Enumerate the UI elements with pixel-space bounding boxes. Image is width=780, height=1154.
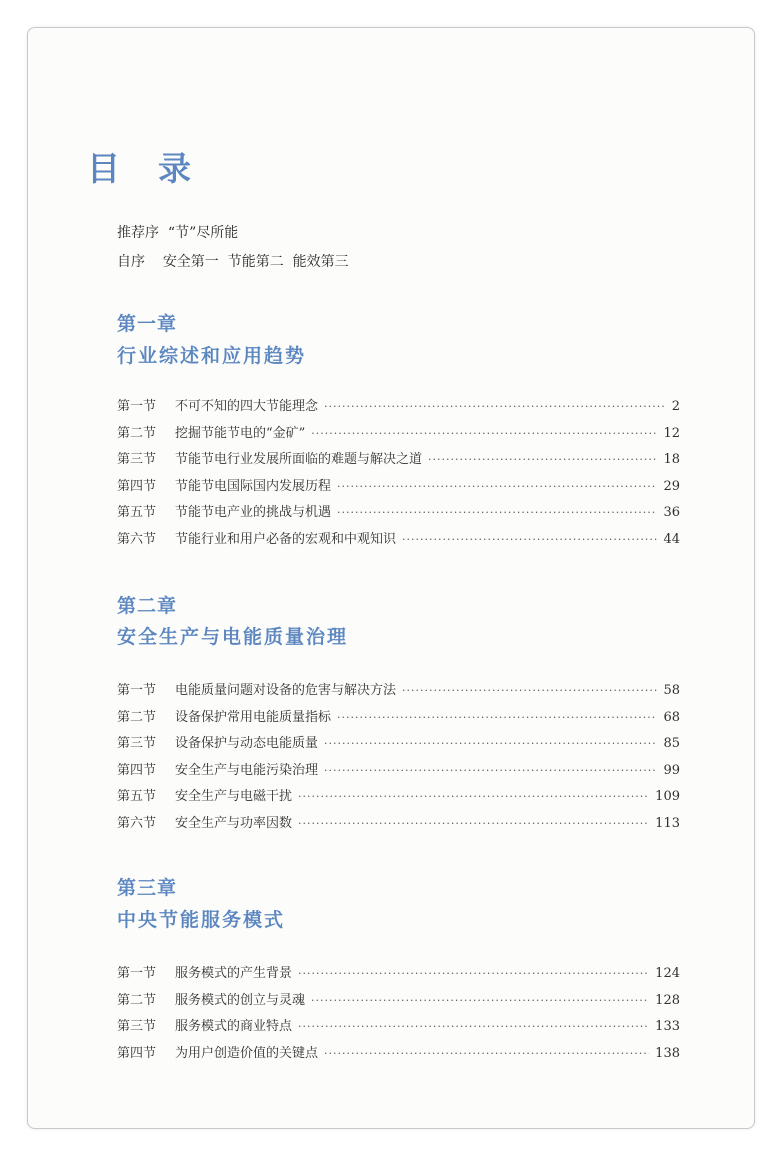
section-name: 不可不知的四大节能理念 <box>175 399 319 414</box>
section-name: 服务模式的产生背景 <box>175 966 293 981</box>
section-number: 第四节 <box>117 762 157 778</box>
section-name: 节能节电产业的挑战与机遇 <box>175 505 332 521</box>
title-char-1: 目 <box>87 149 120 188</box>
leader-dots <box>298 817 649 830</box>
toc-row[interactable] <box>117 528 680 555</box>
chapter-1-title: 行业综述和应用趋势 <box>117 345 307 367</box>
page-number: 12 <box>663 425 680 441</box>
page-number: 138 <box>655 1045 680 1061</box>
chapter-1-toc <box>117 395 680 555</box>
section-number: 第一节 <box>117 683 157 698</box>
page-number: 113 <box>655 815 680 831</box>
section-name: 设备保护与动态电能质量 <box>175 736 319 752</box>
preface-recommend <box>117 222 238 242</box>
section-number: 第四节 <box>117 478 157 494</box>
page-number: 85 <box>663 736 680 752</box>
page-number: 128 <box>655 992 680 1008</box>
leader-dots <box>298 967 649 980</box>
section-name: 节能行业和用户必备的宏观和中观知识 <box>175 531 397 547</box>
page-number: 29 <box>663 478 680 494</box>
section-name: 为用户创造价值的关键点 <box>175 1045 319 1061</box>
leader-dots <box>298 790 649 803</box>
toc-row[interactable] <box>117 785 680 812</box>
section-number: 第一节 <box>117 966 157 981</box>
page-number: 124 <box>655 966 680 981</box>
page-number: 133 <box>655 1019 680 1035</box>
section-number: 第六节 <box>117 815 157 831</box>
toc-row[interactable] <box>117 679 680 706</box>
chapter-2-toc <box>117 679 680 839</box>
leader-dots <box>428 453 657 466</box>
leader-dots <box>324 764 657 777</box>
toc-row[interactable] <box>117 501 680 528</box>
section-name: 电能质量问题对设备的危害与解决方法 <box>175 683 397 698</box>
section-name: 挖掘节能节电的“金矿” <box>175 425 306 441</box>
section-name: 设备保护常用电能质量指标 <box>175 709 332 725</box>
toc-row[interactable] <box>117 962 680 989</box>
preface-text: 安全第一 节能第二 能效第三 <box>162 254 349 270</box>
leader-dots <box>324 737 657 750</box>
page-number: 109 <box>655 789 680 805</box>
chapter-3-title: 中央节能服务模式 <box>117 909 286 931</box>
section-name: 服务模式的商业特点 <box>175 1019 293 1035</box>
leader-dots <box>402 533 657 546</box>
toc-row[interactable] <box>117 732 680 759</box>
leader-dots <box>298 1020 649 1033</box>
section-name: 安全生产与功率因数 <box>175 815 293 831</box>
toc-row[interactable] <box>117 422 680 449</box>
section-name: 服务模式的创立与灵魂 <box>175 992 306 1008</box>
section-number: 第五节 <box>117 505 157 521</box>
preface-text: “节”尽所能 <box>167 225 239 241</box>
chapter-3-toc <box>117 962 680 1068</box>
leader-dots <box>311 427 657 440</box>
chapter-2-title: 安全生产与电能质量治理 <box>117 626 349 648</box>
leader-dots <box>324 1047 649 1060</box>
toc-row[interactable] <box>117 812 680 839</box>
toc-row[interactable] <box>117 759 680 786</box>
section-number: 第六节 <box>117 531 157 547</box>
page-number: 44 <box>663 531 680 547</box>
title-char-2: 录 <box>158 149 191 188</box>
preface-author <box>117 251 349 271</box>
section-number: 第二节 <box>117 709 157 725</box>
page-number: 36 <box>663 505 680 521</box>
section-number: 第五节 <box>117 789 157 805</box>
section-number: 第二节 <box>117 425 157 441</box>
toc-row[interactable] <box>117 448 680 475</box>
chapter-2-number: 第二章 <box>117 595 178 617</box>
leader-dots <box>337 480 657 493</box>
section-name: 安全生产与电磁干扰 <box>175 789 293 805</box>
section-name: 安全生产与电能污染治理 <box>175 762 319 778</box>
section-number: 第一节 <box>117 399 157 414</box>
toc-row[interactable] <box>117 395 680 422</box>
page-number: 68 <box>663 709 680 725</box>
preface-label: 自序 <box>117 254 145 270</box>
section-number: 第四节 <box>117 1045 157 1061</box>
section-name: 节能节电行业发展所面临的难题与解决之道 <box>175 452 423 468</box>
preface-label: 推荐序 <box>117 225 159 241</box>
section-number: 第三节 <box>117 1019 157 1035</box>
leader-dots <box>324 400 664 413</box>
toc-row[interactable] <box>117 475 680 502</box>
leader-dots <box>337 711 657 724</box>
page-number: 18 <box>663 452 680 468</box>
section-number: 第二节 <box>117 992 157 1008</box>
chapter-3-number: 第三章 <box>117 877 178 899</box>
toc-row[interactable] <box>117 989 680 1016</box>
section-name: 节能节电国际国内发展历程 <box>175 478 332 494</box>
toc-row[interactable] <box>117 1015 680 1042</box>
page-number: 99 <box>663 762 680 778</box>
page-number: 58 <box>663 683 680 698</box>
leader-dots <box>337 506 657 519</box>
section-number: 第三节 <box>117 736 157 752</box>
leader-dots <box>311 994 649 1007</box>
page-number: 2 <box>671 399 680 414</box>
chapter-1-number: 第一章 <box>117 313 178 335</box>
toc-row[interactable] <box>117 706 680 733</box>
page-title <box>87 143 191 190</box>
toc-row[interactable] <box>117 1042 680 1069</box>
leader-dots <box>402 684 657 697</box>
section-number: 第三节 <box>117 452 157 468</box>
